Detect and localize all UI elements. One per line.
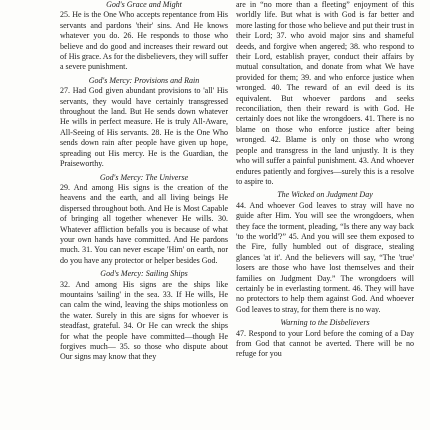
verse-paragraph: 27. Had God given abundant provisions to 'all' His servants, they would have certainly transgressed throughout the land. But He sends down whatever He wills in perfect measure. He is truly All-Aware, All-Seeing of His servants. 28. He is the One Who sends down rain after people have given up hope, spreading out His mercy. He is the Guardian, the Praiseworthy. [60,86,228,169]
verse-paragraph: 47. Respond to your Lord before the coming of a Day from God that cannot be averted. There will be no refuge for you [236,328,414,359]
section-heading: God's Grace and Might [106,0,182,9]
left-column [60,0,228,363]
section-heading: God's Mercy: Sailing Ships [100,269,188,279]
right-column [236,0,414,360]
section-heading: Warning to the Disbelievers [280,318,370,328]
verse-paragraph: 29. And among His signs is the creation of the heavens and the earth, and all living beings He dispersed throughout both. And He is Most Capable of bringing all together whenever He wills. 30. Whatever affliction befalls you is because of what your own hands have committed. And He pardons much. 31. You can never escape 'Him' on earth, nor do you have any protector or helper besides God. [60,182,228,265]
section-heading: God's Mercy: The Universe [99,172,189,182]
verse-paragraph: 44. And whoever God leaves to stray will have no guide after Him. You will see the wrongdoers, when they face the torment, pleading, “Is there any way back 'to the world'?” 45. And you will see them exposed to the Fire, fully humbled out of disgrace, stealing glances 'at it'. And the believers will say, “The 'true' losers are those who have lost themselves and their families on Judgment Day.” The wrongdoers will certainly be in everlasting torment. 46. They will have no protectors to help them against God. And whoever God leaves to stray, for them there is no way. [236,200,414,314]
section-heading: The Wicked on Judgment Day [277,190,373,200]
section-heading: God's Mercy: Provisions and Rain [88,75,200,85]
verse-paragraph: are in “no more than a fleeting” enjoyment of this worldly life. But what is with God is far better and more lasting for those who believe and put their trust in their Lord; 37. who avoid major sins and shameful deeds, and forgive when angered; 38. who respond to their Lord, establish prayer, conduct their affairs by mutual consultation, and donate from what We have provided for them; 39. and who enforce justice when wronged. 40. The reward of an evil deed is its equivalent. But whoever pardons and seeks reconciliation, then their reward is with God. He certainly does not like the wrongdoers. 41. There is no blame on those who enforce justice after being wronged. 42. Blame is only on those who wrong people and transgress in the land unjustly. It is they who will suffer a painful punishment. 43. And whoever endures patiently and forgives—surely this is a resolve to aspire to. [236,0,414,186]
verse-paragraph: 32. And among His signs are the ships like mountains 'sailing' in the sea. 33. If He wills, He can calm the wind, leaving the ships motionless on the water. Surely in this are signs for whoever is steadfast, grateful. 34. Or He can wreck the ships for what the people have committed—though He forgives much— 35. so those who dispute about Our signs may know that they [60,279,228,362]
verse-paragraph: 25. He is the One Who accepts repentance from His servants and pardons 'their' sins. And He knows whatever you do. 26. He responds to those who believe and do good and increases their reward out of His grace. As for the disbelievers, they will suffer a severe punishment. [60,10,228,72]
